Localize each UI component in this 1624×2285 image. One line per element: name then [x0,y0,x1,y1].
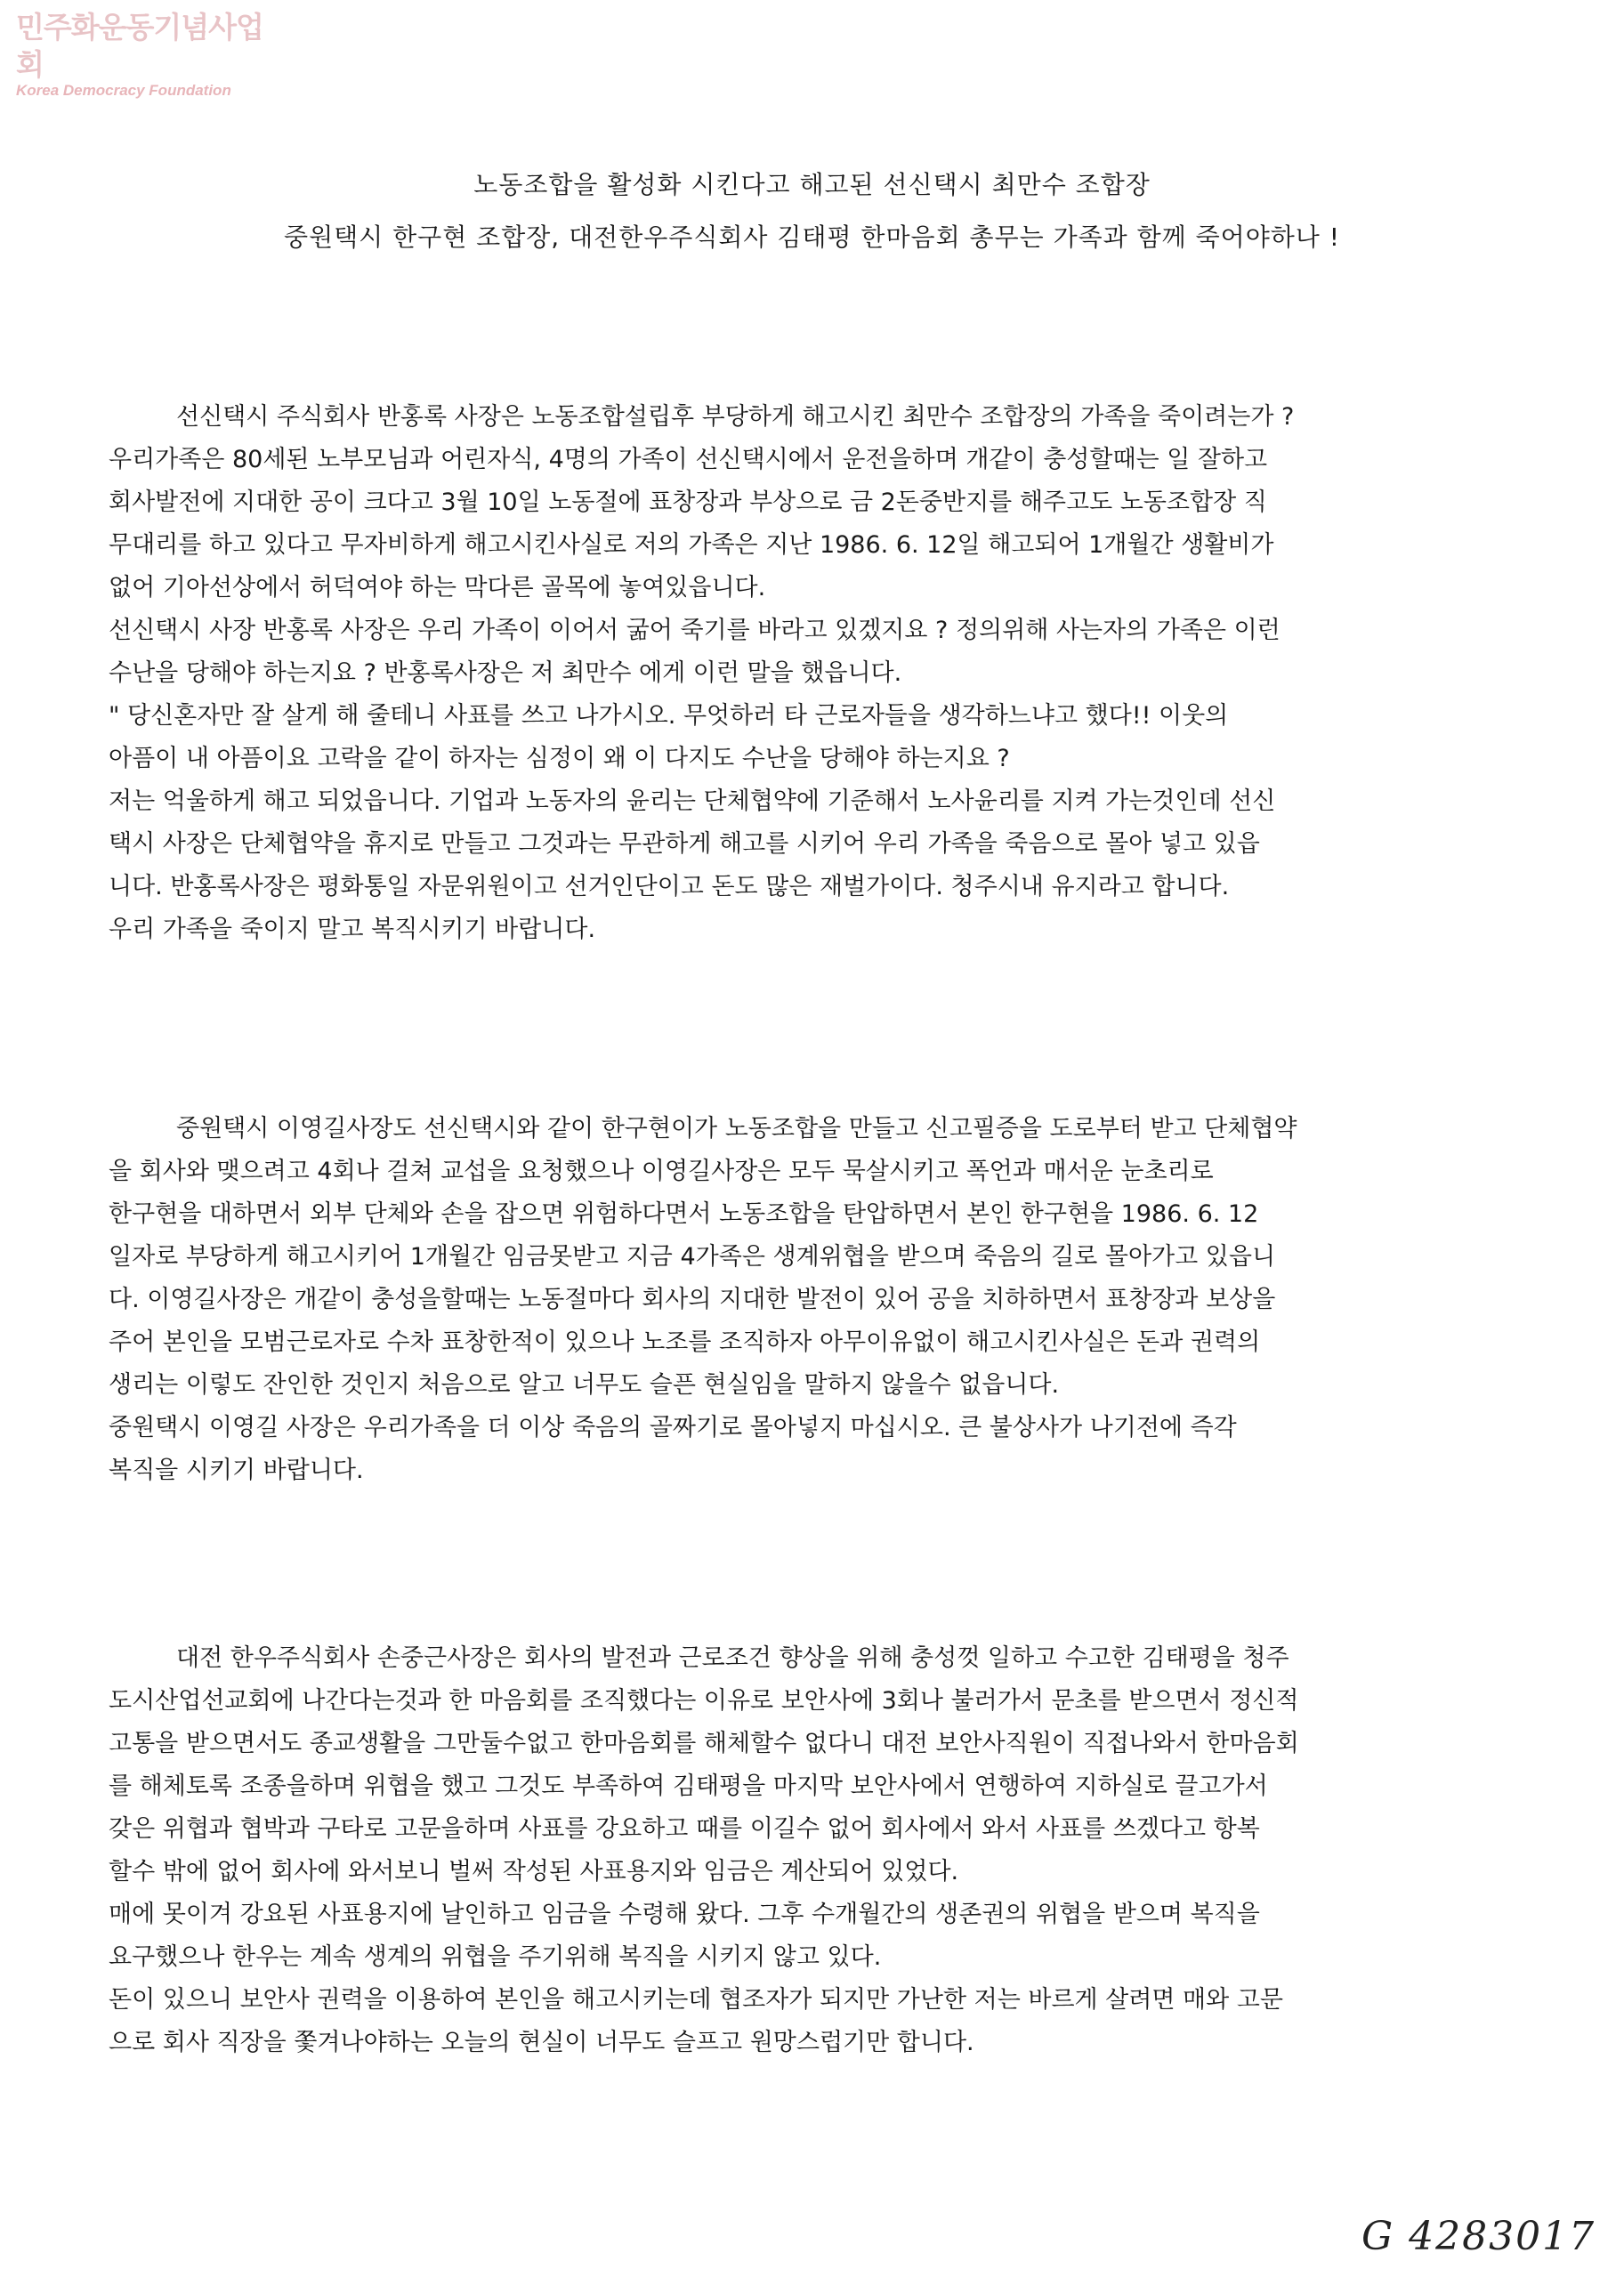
document-number: G 4283017 [1361,2214,1596,2259]
section-hanwoo-company [109,1637,1532,2064]
watermark-korean: 민주화운동기념사업회 [16,10,263,82]
paragraph: 중원택시 이영길사장도 선신택시와 같이 한구현이가 노동조합을 만들고 신고필증을 도로부터 받고 단체협약 을 회사와 맺으려고 4회나 걸쳐 교섭을 요청했으나 이영길사장은 모두 묵살시키고 폭언과 매서운 눈초리로 한구현을 대하면서 외부 단체와 손을 잡으면 위험하다면서 노동조합을 탄압하면서 본인 한구현을 1986. 6. 12 일자로 부당하게 해고시키어 1개월간 임금못받고 지금 4가족은 생계위협을 받으며 죽음의 길로 몰아가고 있읍니 다. 이영길사장은 개같이 충성을할때는 노동절마다 회사의 지대한 발전이 있어 공을 치하하면서 표창장과 보상을 주어 본인을 모범근로자로 수차 표창한적이 있으나 노조를 조직하자 아무이유없이 해고시킨사실은 돈과 권력의 생리는 이렇도 잔인한 것인지 처음으로 알고 너무도 슬픈 현실임을 말하지 않을수 없읍니다. [109,1115,1297,1399]
paragraph: 매에 못이겨 강요된 사표용지에 날인하고 임금을 수령해 왔다. 그후 수개월간의 생존권의 위협을 받으며 복직을 요구했으나 한우는 계속 생계의 위협을 주기위해 복직을 시키지 않고 있다. [109,1901,1260,1971]
paragraph: " 당신혼자만 잘 살게 해 줄테니 사표를 쓰고 나가시오. 무엇하러 타 근로자들을 생각하느냐고 했다!! 이웃의 아픔이 내 아픔이요 고락을 같이 하자는 심정이 왜 이 다지도 수난을 당해야 하는지요 ? [109,702,1229,772]
paragraph: 중원택시 이영길 사장은 우리가족을 더 이상 죽음의 골짜기로 몰아넣지 마십시오. 큰 불상사가 나기전에 즉각 복직을 시키기 바랍니다. [109,1414,1237,1484]
paragraph: 선신택시 사장 반홍록 사장은 우리 가족이 이어서 굶어 죽기를 바라고 있겠지요 ? 정의위해 사는자의 가족은 이런 수난을 당해야 하는지요 ? 반홍록사장은 저 최만수 에게 이런 말을 했읍니다. [109,617,1281,687]
paragraph: 선신택시 주식회사 반홍록 사장은 노동조합설립후 부당하게 해고시킨 최만수 조합장의 가족을 죽이려는가 ? 우리가족은 80세된 노부모님과 어린자식, 4명의 가족이 선신택시에서 운전을하며 개같이 충성할때는 일 잘하고 회사발전에 지대한 공이 크다고 3월 10일 노동절에 표창장과 부상으로 금 2돈중반지를 해주고도 노동조합장 직 무대리를 하고 있다고 무자비하게 해고시킨사실로 저의 가족은 지난 1986. 6. 12일 해고되어 1개월간 생활비가 없어 기아선상에서 허덕여야 하는 막다른 골목에 놓여있읍니다. [109,403,1295,602]
section-sunshin-taxi [109,396,1532,951]
paragraph: 돈이 있으니 보안사 권력을 이용하여 본인을 해고시키는데 협조자가 되지만 가난한 저는 바르게 살려면 매와 고문 으로 회사 직장을 쫓겨나야하는 오늘의 현실이 너무도 슬프고 원망스럽기만 합니다. [109,1986,1283,2056]
document-title-line-1: 노동조합을 활성화 시킨다고 해고된 선신택시 최만수 조합장 [473,170,1151,199]
watermark-english: Korea Democracy Foundation [16,82,231,99]
document-title-line-2: 중원택시 한구현 조합장, 대전한우주식회사 김태평 한마음회 총무는 가족과 함께 죽어야하나 ! [284,222,1340,252]
paragraph: 저는 억울하게 해고 되었읍니다. 기업과 노동자의 윤리는 단체협약에 기준해서 노사윤리를 지켜 가는것인데 선신 택시 사장은 단체협약을 휴지로 만들고 그것과는 무관하게 해고를 시키어 우리 가족을 죽음으로 몰아 넣고 있읍 니다. 반홍록사장은 평화통일 자문위원이고 선거인단이고 돈도 많은 재벌가이다. 청주시내 유지라고 합니다. 우리 가족을 죽이지 말고 복직시키기 바랍니다. [109,787,1276,943]
paragraph: 대전 한우주식회사 손중근사장은 회사의 발전과 근로조건 향상을 위해 충성껏 일하고 수고한 김태평을 청주 도시산업선교회에 나간다는것과 한 마음회를 조직했다는 이유로 보안사에 3회나 불러가서 문초를 받으면서 정신적 고통을 받으면서도 종교생활을 그만둘수없고 한마음회를 해체할수 없다니 대전 보안사직원이 직접나와서 한마음회 를 해체토록 조종을하며 위협을 했고 그것도 부족하여 김태평을 마지막 보안사에서 연행하여 지하실로 끌고가서 갖은 위협과 협박과 구타로 고문을하며 사표를 강요하고 때를 이길수 없어 회사에서 와서 사표를 쓰겠다고 항복 할수 밖에 없어 회사에 와서보니 벌써 작성된 사표용지와 임금은 계산되어 있었다. [109,1644,1299,1885]
watermark-logo [16,9,283,100]
section-jungwon-taxi [109,1108,1532,1492]
